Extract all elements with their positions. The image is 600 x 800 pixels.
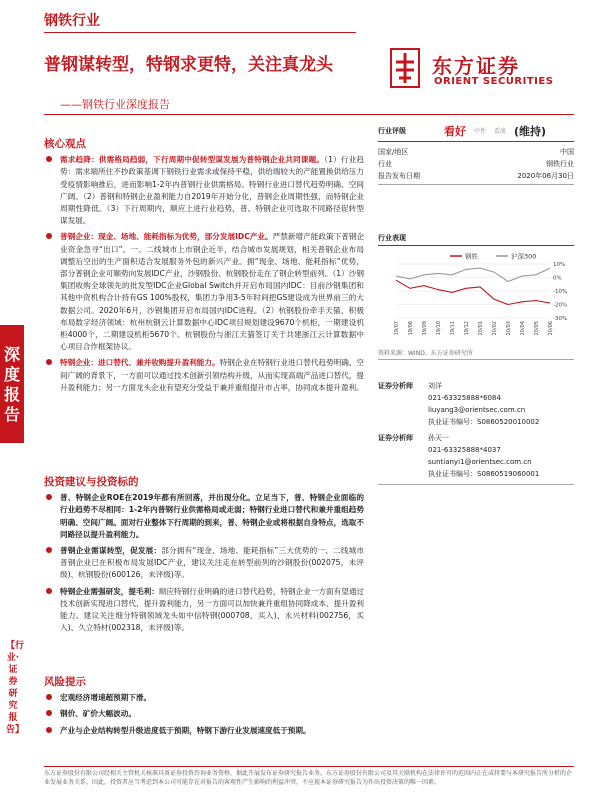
y-tick-label: -20%	[553, 302, 568, 309]
analyst-phone: 021-63325888*6084	[428, 394, 501, 402]
performance-chart	[378, 248, 574, 344]
risk-heading: 风险提示	[44, 676, 86, 688]
logo-text-en: ORIENT SECURITIES	[434, 76, 554, 87]
bullet-icon	[46, 359, 52, 365]
invest-item-lead: 特钢企业需强研发，提毛利：	[60, 586, 159, 596]
info-row	[378, 170, 574, 182]
analyst-divider	[378, 484, 574, 485]
info-key: 报告发布日期	[378, 172, 420, 180]
chart-source: 资料来源：WIND、东方证券研究所	[378, 348, 574, 360]
core-item-lead: 需求趋降：供需格局趋弱，下行周期中促转型谋发展为普特钢企业共同课题。	[60, 155, 325, 165]
bullet-icon	[46, 588, 52, 594]
invest-item-lead: 普钢企业需谋转型，促发展：	[60, 546, 162, 556]
risk-item	[44, 692, 364, 704]
rating-maintain: (维持)	[514, 124, 547, 138]
core-item-lead: 特钢企业：进口替代、兼并收购提升盈利能力。	[60, 358, 220, 368]
analyst-cert: 执业证书编号：S0860519060001	[428, 470, 540, 478]
info-value: 中国	[560, 148, 574, 156]
bullet-icon	[46, 710, 52, 716]
x-tick-label: 19/10	[436, 321, 442, 336]
invest-section	[44, 476, 364, 638]
invest-heading: 投资建议与投资标的	[44, 476, 139, 488]
logo-mark-icon	[390, 48, 420, 88]
series-line-csi300	[396, 268, 550, 281]
x-tick-label: 20/06	[548, 321, 554, 336]
risk-item-text: 钢价、矿价大幅波动。	[60, 709, 136, 719]
core-heading: 核心观点	[44, 138, 86, 150]
report-type-line1: 深度	[3, 345, 20, 384]
invest-item-body: 部分拥有“现金、场地、能耗指标”三大优势的一、二线城市普钢企业已在积极布局发展IDC产业，建议关注走在转型前列的沙钢股份(002075，未评级)、杭钢股份(600126，未评级)等。	[60, 546, 365, 580]
bullet-icon	[46, 547, 52, 553]
bullet-icon	[46, 233, 52, 239]
report-subtitle: ——钢铁行业深度报告	[60, 98, 170, 111]
core-item-body: 严禁新增产能政策下普钢企业资金急寻“出口”。一、二线城市上市钢企近半，结合城市发展规划，相关普钢企业布局调整后空出的生产面积适合发展服务外包的新兴产业。拥“现金、场地、能耗指标”优势，部分普钢企业可顺势向发展IDC产业，沙钢股份、杭钢股份走在了钢企转型前列。（1）沙钢集团收购全球领先的批发型IDC企业Global Switch并开启布局国内IDC：目前沙钢集团和其他中资机构合计持有GS 100%股权，集团力争用3-5年时间把GS建设成为世界前三的大数据公司。2020年6月，沙钢集团开启布局国内IDC进程。（2）杭钢股份牵手天猫，积极布局数字经济领域：杭州杭钢云计算数据中心IDC项目规划建设9670个机柜，一期建设机柜4000个，二期建设机柜5670个。杭钢股份与浙江天猫签订关于共建浙江云计算数据中心项目合作框架协议。	[60, 232, 365, 352]
core-item	[44, 357, 364, 394]
bullet-icon	[46, 156, 52, 162]
report-type-tab	[0, 325, 24, 443]
logo-text-cn: 东方证券	[432, 54, 520, 78]
info-key: 行业	[378, 160, 392, 168]
y-tick-label: -30%	[553, 316, 568, 322]
analyst-block	[378, 432, 574, 480]
bullet-icon	[46, 727, 52, 733]
legend-csi300: 沪深300	[511, 252, 537, 261]
rating-row	[378, 120, 574, 142]
y-tick-label: -10%	[553, 289, 568, 295]
report-category-vertical: 【行业·证券研究报告】	[6, 641, 25, 735]
analyst-details	[428, 432, 574, 480]
core-section	[44, 138, 364, 398]
x-tick-label: 20/01	[478, 321, 484, 336]
x-tick-label: 19/07	[394, 321, 400, 336]
rating-label: 行业评级	[378, 126, 406, 135]
risk-item-text: 宏观经济增速超预期下滑。	[60, 693, 152, 703]
performance-label: 行业表现	[378, 233, 574, 246]
chart-x-axis	[394, 321, 554, 335]
invest-item	[44, 586, 364, 635]
info-table	[378, 146, 574, 185]
x-tick-label: 19/08	[408, 321, 414, 336]
invest-item	[44, 545, 364, 582]
invest-item-lead: 普、特钢企业ROE在2019年都有所回落，并出现分化。立足当下，普、特钢企业面临的行业趋势不尽相同：1-2年内普钢行业供需格局或走弱；特钢行业进口替代和兼并重组趋势明确、空间广阔。面对行业整体下行周期的到来，普、特钢企业或将根据自身特点，选取不同路径以提升盈利能力。	[60, 493, 364, 539]
x-tick-label: 19/09	[422, 321, 428, 336]
x-tick-label: 20/03	[506, 321, 512, 336]
analyst-label: 证券分析师	[378, 382, 413, 390]
analyst-phone: 021-63325888*4037	[428, 446, 501, 454]
core-item-body: 特钢企业在特钢行业进口替代趋势明确、空间广阔的背景下，一方面可以通过技术创新引领结构升级，从而实现高端产品进口替代，提升盈利能力；另一方面龙头企业有望充分受益于兼并重组提升市占率，协同成本提升盈利。	[60, 358, 365, 392]
x-tick-label: 19/11	[450, 321, 456, 336]
y-tick-label: 10%	[553, 262, 566, 268]
company-logo	[390, 48, 570, 92]
core-item-lead: 普钢企业：现金、场地、能耗指标为优势，部分发展IDC产业。	[60, 232, 273, 242]
invest-item-body: 顺应特钢行业明确的进口替代趋势，特钢企业一方面有望通过技术创新实现进口替代、提升盈利能力，另一方面可以加快兼并重组协同降成本、提升盈利能力。建议关注细分特钢领域龙头如中信特钢(000708，买入)、永兴材料(002756，买入)、久立特材(002318，未评级)等。	[60, 586, 365, 633]
industry-label: 钢铁行业	[44, 13, 100, 29]
analyst-label: 证券分析师	[378, 434, 413, 442]
info-panel	[378, 120, 574, 485]
report-title: 普钢谋转型，特钢求更特，关注真龙头	[44, 55, 333, 75]
rating-option-bearish: 看淡	[494, 128, 507, 135]
analyst-name: 刘洋	[428, 382, 442, 390]
title-divider	[44, 114, 574, 115]
core-item	[44, 154, 364, 227]
rating-value: 看好	[444, 124, 466, 138]
info-key: 国家/地区	[378, 148, 409, 156]
analyst-cert: 执业证书编号：S0860520010002	[428, 418, 540, 426]
series-line-steel	[396, 280, 550, 304]
header-divider	[44, 32, 356, 33]
risk-item-text: 产业与企业结构转型升级进度低于预期，特钢下游行业发展速度低于预期。	[60, 725, 311, 735]
rating-option-neutral: 中性	[474, 128, 487, 135]
info-row	[378, 158, 574, 170]
y-tick-label: 0%	[553, 275, 562, 282]
analyst-email[interactable]: liuyang3@orientsec.com.cn	[428, 406, 526, 414]
core-item	[44, 231, 364, 353]
risk-section	[44, 676, 364, 741]
legend-steel: 钢铁	[465, 252, 478, 261]
x-tick-label: 20/05	[534, 321, 540, 336]
info-value: 2020年06月30日	[517, 172, 574, 180]
analyst-name: 孙天一	[428, 434, 449, 442]
invest-item	[44, 492, 364, 541]
info-value: 钢铁行业	[546, 160, 574, 168]
chart-lines	[396, 268, 550, 304]
bullet-icon	[46, 494, 52, 500]
core-item-body: （1）行业趋势：需求端所住不抄政策基调下钢铁行业需求或保持平稳，供给端较大的产能置换供给压力受疫情影响推后，进而影响1-2年内普钢行业供需格局。特钢行业进口替代趋势明确、空间广阔。（2）普钢和特钢企业盈利能力自2019年开始分化，普钢企业周期性强，而特钢企业周期性降低。（3）下行周期内，顺应上进行业趋势，普、特钢企业可选取不同路径促转型谋发展。	[60, 155, 364, 226]
x-tick-label: 19/12	[464, 321, 470, 336]
report-type-line2: 报告	[3, 385, 20, 424]
analyst-block	[378, 380, 574, 428]
analyst-email[interactable]: suntianyi1@orientsec.com.cn	[428, 458, 532, 466]
chart-grid	[396, 264, 550, 318]
x-tick-label: 20/04	[520, 321, 526, 336]
analyst-details	[428, 380, 574, 428]
bullet-icon	[46, 694, 52, 700]
risk-item	[44, 725, 364, 737]
footer-disclaimer: 东方证券股份有限公司经相关主管机关核准具备证券投资咨询业务资格，据此开展发布证券研究报告业务。东方证券股份有限公司及其关联机构在法律许可的范围内正在或将要与本研究报告所分析的企业发展业务关系。因此，投资者应当考虑到本公司可能存在对报告的客观性产生影响的利益冲突，不应视本证券研究报告为作出投资决策的唯一因素。	[44, 766, 574, 787]
x-tick-label: 20/02	[492, 321, 498, 336]
risk-item	[44, 708, 364, 720]
analyst-list	[378, 380, 574, 485]
chart-y-axis	[553, 262, 567, 322]
chart-legend	[450, 252, 536, 261]
info-row	[378, 146, 574, 158]
